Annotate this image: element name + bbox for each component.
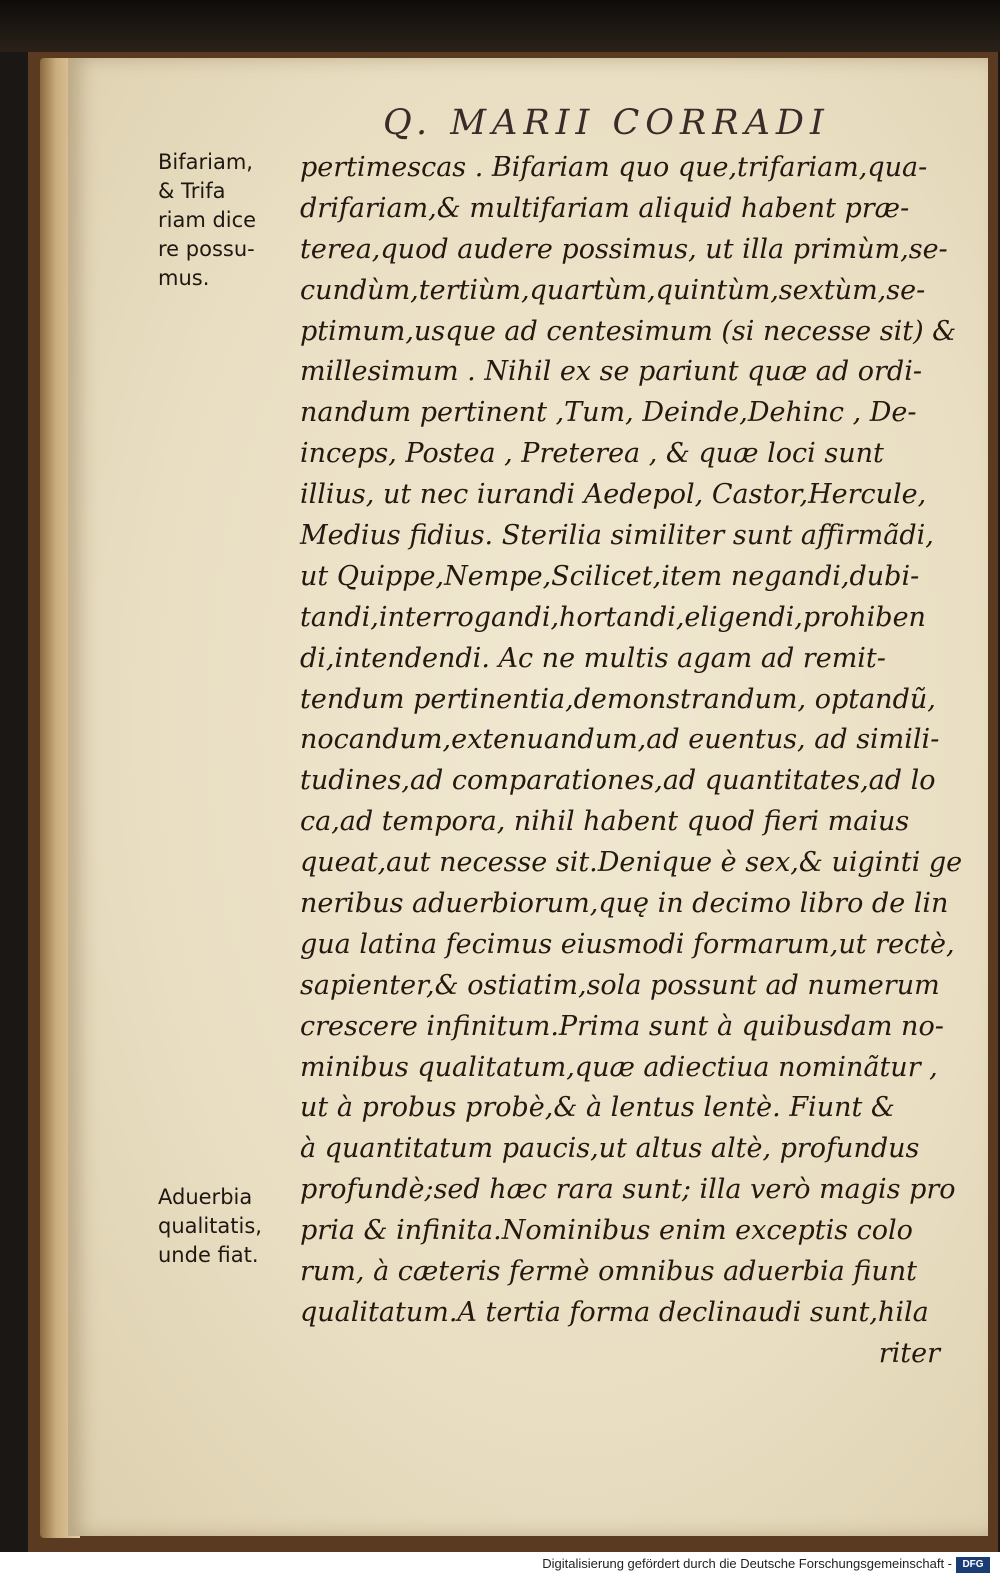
text-line: ptimum,usque ad centesimum (si necesse sit) & (300, 315, 957, 347)
text-line: inceps, Postea , Preterea , & quæ loci sunt (300, 438, 884, 470)
margin-note-aduerbia (158, 1183, 298, 1270)
text-line: qualitatum.A tertia forma declinaudi sunt,hila (300, 1296, 929, 1328)
margin-note-bifariam (158, 148, 298, 293)
margin-note-line: qualitatis, (158, 1214, 262, 1238)
text-line: tendum pertinentia,demonstrandum, optandũ, (300, 683, 936, 715)
margin-note-line: riam dice (158, 208, 257, 232)
text-line: neribus aduerbiorum,quę in decimo libro de lin (300, 888, 949, 920)
text-line: ut à probus probè,& à lentus lentè. Fiunt & (300, 1092, 895, 1124)
text-line: illius, ut nec iurandi Aedepol, Castor,Hercule, (300, 479, 927, 511)
text-line: rum, à cæteris fermè omnibus aduerbia fiunt (300, 1256, 917, 1288)
text-line: sapienter,& ostiatim,sola possunt ad numerum (300, 969, 940, 1001)
text-line: ca,ad tempora, nihil habent quod fieri maius (300, 806, 910, 838)
text-line: tudines,ad comparationes,ad quantitates,ad lo (300, 765, 936, 797)
scan-top-background (0, 0, 1000, 52)
text-line: crescere infinitum.Prima sunt à quibusdam no- (300, 1010, 944, 1042)
margin-note-line: Aduerbia (158, 1185, 253, 1209)
text-line: tandi,interrogandi,hortandi,eligendi,prohiben (300, 601, 926, 633)
margin-note-line: re possu- (158, 237, 255, 261)
footer-credit: Digitalisierung gefördert durch die Deutsche Forschungsgemeinschaft - (542, 1556, 952, 1571)
margin-note-line: Bifariam, (158, 150, 253, 174)
text-line: gua latina fecimus eiusmodi formarum,ut rectè, (300, 928, 955, 960)
text-line: di,intendendi. Ac ne multis agam ad remit- (300, 642, 886, 674)
dfg-logo-icon: DFG (956, 1557, 990, 1573)
text-line: queat,aut necesse sit.Denique è sex,& uiginti ge (300, 847, 963, 879)
margin-note-line: & Trifa (158, 179, 226, 203)
text-line: minibus qualitatum,quæ adiectiua nominãtur , (300, 1051, 938, 1083)
margin-note-line: unde fiat. (158, 1243, 259, 1267)
text-line: Medius fidius. Sterilia similiter sunt affirmãdi, (300, 520, 934, 552)
margin-note-line: mus. (158, 266, 210, 290)
text-line: pertimescas . Bifariam quo que,trifariam,qua- (300, 152, 928, 183)
text-line: ut Quippe,Nempe,Scilicet,item negandi,dubi- (300, 560, 920, 592)
running-title: Q. MARII CORRADI (383, 103, 830, 143)
text-line: pria & infinita.Nominibus enim exceptis colo (300, 1215, 913, 1247)
text-line: profundè;sed hæc rara sunt; illa verò magis pro (300, 1174, 956, 1206)
text-line: millesimum . Nihil ex se pariunt quæ ad ordi- (300, 356, 922, 388)
text-line: drifariam,& multifariam aliquid habent præ- (300, 192, 910, 224)
text-line: à quantitatum paucis,ut altus altè, profundus (300, 1133, 920, 1165)
body-text (300, 148, 963, 1375)
text-line: cundùm,tertiùm,quartùm,quintùm,sextùm,se- (300, 274, 926, 306)
text-line: nocandum,extenuandum,ad euentus, ad simili- (300, 724, 940, 756)
text-line: terea,quod audere possimus, ut illa primùm,se- (300, 233, 948, 265)
catchword: riter (878, 1337, 940, 1369)
text-line: nandum pertinent ,Tum, Deinde,Dehinc , De- (300, 397, 917, 429)
